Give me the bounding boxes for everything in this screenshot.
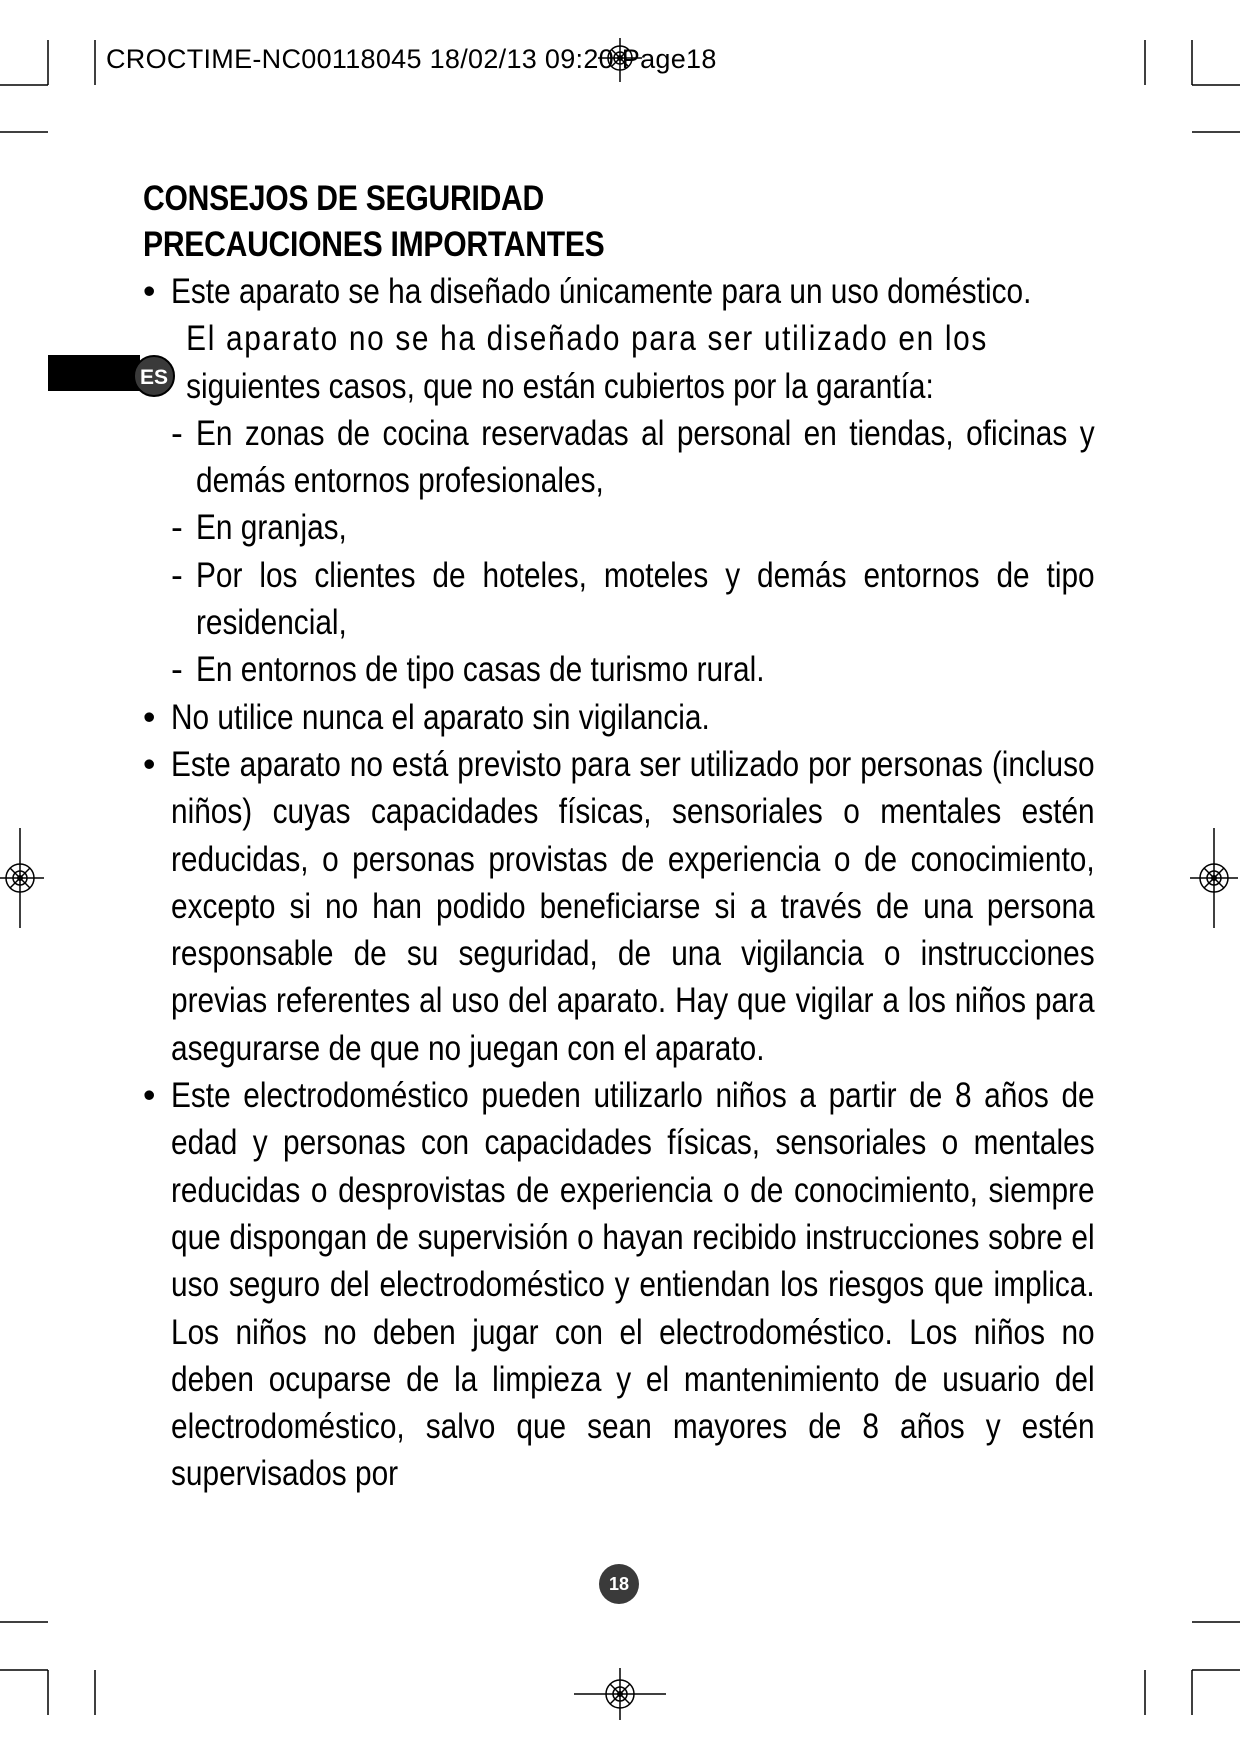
list-item-text: En zonas de cocina reservadas al personal en tiendas, oficinas y demás entornos profesionales, bbox=[196, 412, 1095, 501]
bullet-1-line-1: Este aparato se ha diseñado únicamente para un uso doméstico. bbox=[171, 271, 1032, 311]
bullet-reduced-capacity bbox=[143, 741, 1095, 1072]
bullet-domestic-use bbox=[143, 268, 1095, 410]
list-item bbox=[171, 504, 1095, 551]
print-slug-line: CROCTIME-NC00118045 18/02/13 09:20 Page18 bbox=[106, 44, 717, 74]
bullet-1-line-2: El aparato no se ha diseñado para ser utilizado en los bbox=[186, 318, 989, 359]
bullet-symbol: • bbox=[143, 743, 156, 784]
bullet-3-text: Este aparato no está previsto para ser utilizado por personas (incluso niños) cuyas capacidades físicas, sensoriales o mentales estén reducidas, o personas provistas de experiencia o de conocimiento, excepto si no han podido beneficiarse si a través de una persona responsable de su seguridad, de una vigilancia o instrucciones previas referentes al uso del aparato. Hay que vigilar a los niños para asegurarse de que no juegan con el aparato. bbox=[171, 743, 1095, 1068]
heading-line-1: CONSEJOS DE SEGURIDAD bbox=[143, 179, 545, 218]
list-item-text: En entornos de tipo casas de turismo rural. bbox=[196, 649, 765, 690]
list-item-text: Por los clientes de hoteles, moteles y demás entornos de tipo residencial, bbox=[196, 554, 1095, 643]
bullet-2-text: No utilice nunca el aparato sin vigilancia. bbox=[171, 696, 710, 737]
heading-line-2: PRECAUCIONES IMPORTANTES bbox=[143, 225, 605, 264]
dash-symbol: - bbox=[171, 554, 183, 595]
bullet-1-line-3: siguientes casos, que no están cubiertos por la garantía: bbox=[186, 365, 934, 406]
list-item-text: En granjas, bbox=[196, 507, 347, 548]
list-item bbox=[171, 646, 1095, 693]
bullet-symbol: • bbox=[143, 271, 156, 311]
bullet-symbol: • bbox=[143, 1075, 156, 1116]
language-badge: ES bbox=[133, 355, 175, 397]
bullet-supervision bbox=[143, 694, 1095, 741]
dash-symbol: - bbox=[171, 507, 183, 548]
exclusion-list bbox=[143, 410, 1095, 694]
list-item bbox=[171, 410, 1095, 505]
page-number-badge: 18 bbox=[599, 1564, 639, 1604]
dash-symbol: - bbox=[171, 649, 183, 690]
safety-section bbox=[143, 176, 1095, 1498]
language-tab-bar bbox=[48, 355, 140, 391]
bullet-children-use bbox=[143, 1072, 1095, 1498]
list-item bbox=[171, 552, 1095, 647]
bullet-4-text: Este electrodoméstico pueden utilizarlo niños a partir de 8 años de edad y personas con capacidades físicas, sensoriales o mentales reducidas o desprovistas de experiencia o de conocimiento, siempre que dispongan de supervisión o hayan recibido instrucciones sobre el uso seguro del electrodoméstico y entiendan los riesgos que implica. Los niños no deben jugar con el electrodoméstico. Los niños no deben ocuparse de la limpieza y el mantenimiento de usuario del electrodoméstico, salvo que sean mayores de 8 años y estén supervisados por bbox=[171, 1075, 1095, 1494]
section-heading bbox=[143, 176, 962, 268]
dash-symbol: - bbox=[171, 412, 183, 453]
bullet-symbol: • bbox=[143, 696, 156, 737]
